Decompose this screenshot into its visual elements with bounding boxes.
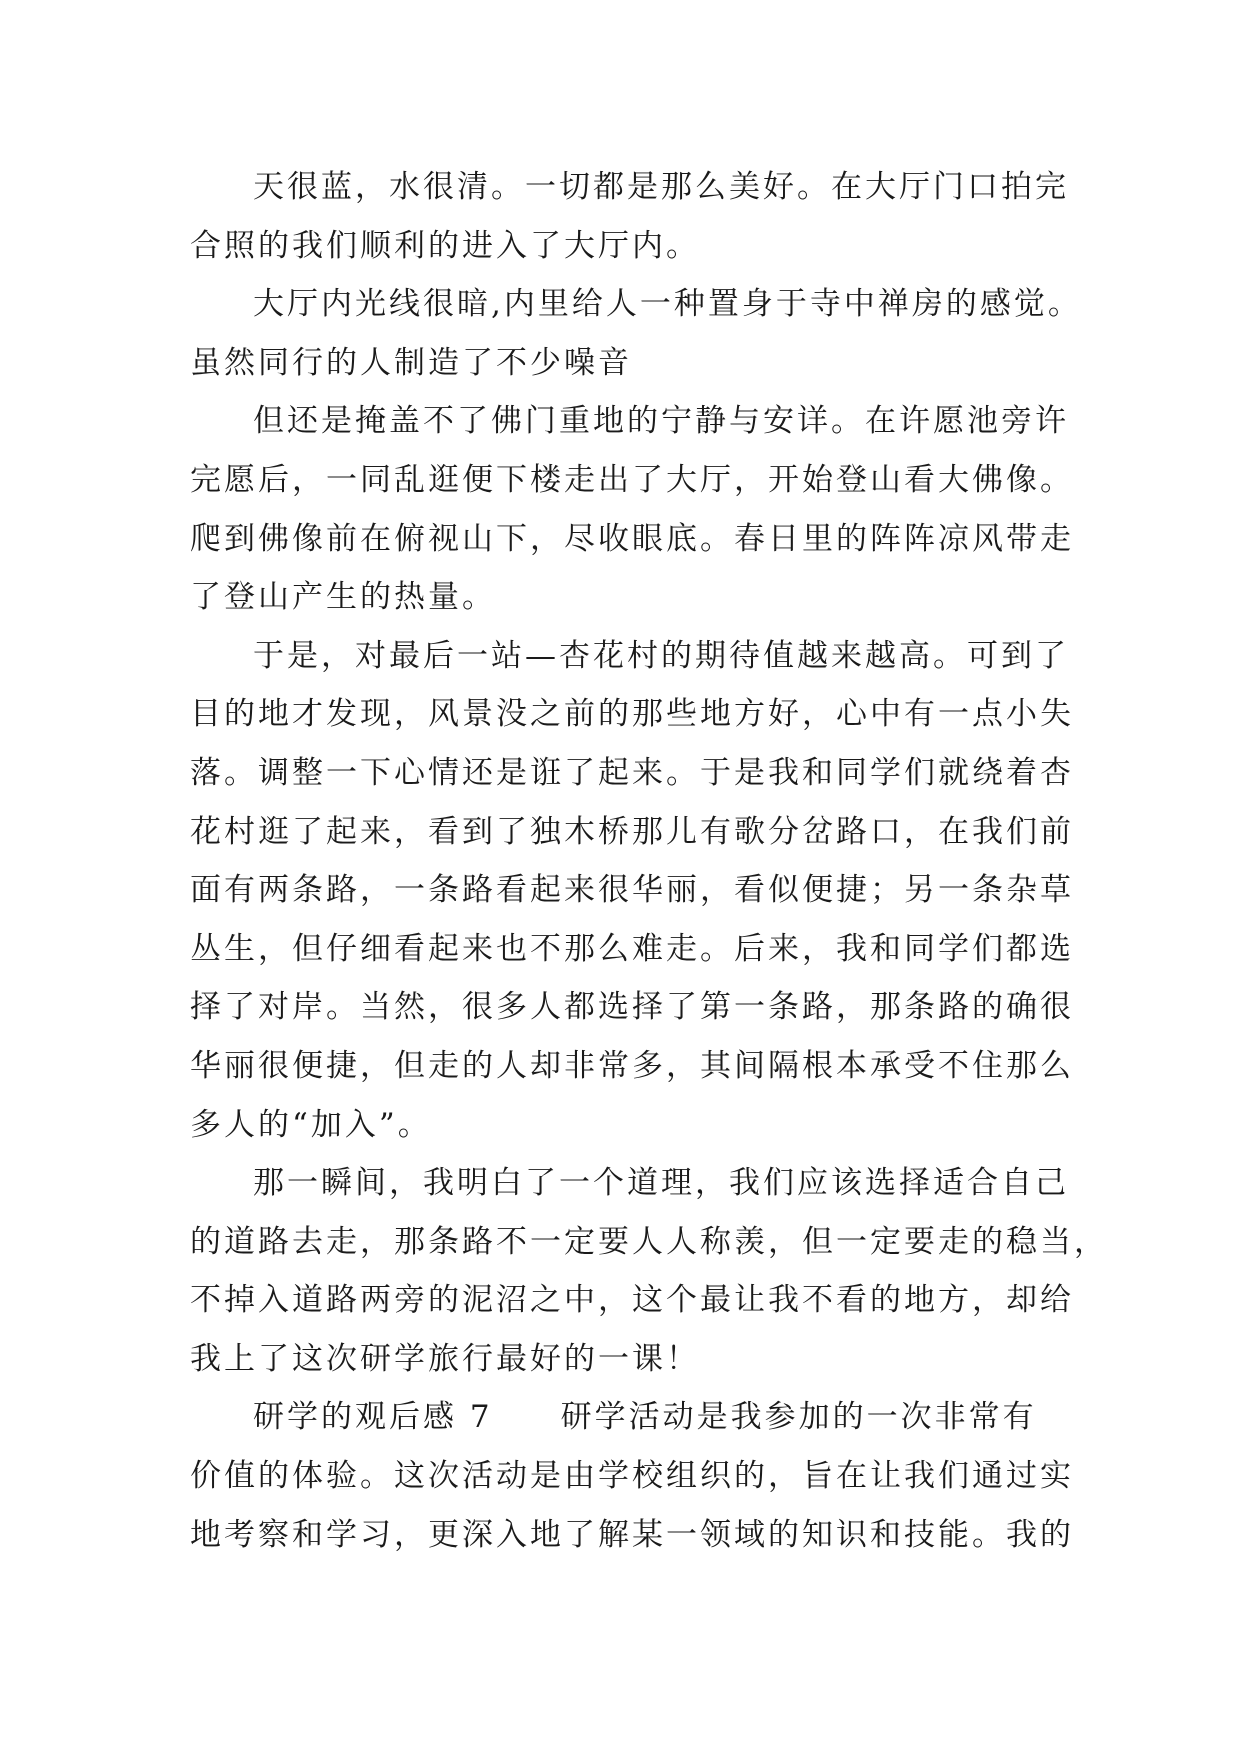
- text-line: 了登山产生的热量。: [190, 579, 496, 616]
- text-line: 多人的“加入”。: [190, 1106, 432, 1143]
- text-line: 地考察和学习，更深入地了解某一领域的知识和技能。我的: [190, 1516, 1074, 1553]
- text-line: 不掉入道路两旁的泥沼之中，这个最让我不看的地方，却给: [190, 1282, 1074, 1319]
- text-line: 价值的体验。这次活动是由学校组织的，旨在让我们通过实: [190, 1458, 1074, 1495]
- text-line: 那一瞬间，我明白了一个道理，我们应该选择适合自己: [253, 1165, 1069, 1202]
- text-line: 研学的观后感 7 研学活动是我参加的一次非常有: [253, 1399, 1037, 1436]
- text-line: 天很蓝，水很清。一切都是那么美好。在大厅门口拍完: [253, 169, 1069, 205]
- text-line: 大厅内光线很暗,内里给人一种置身于寺中禅房的感觉。: [253, 286, 1082, 323]
- text-line: 丛生，但仔细看起来也不那么难走。后来，我和同学们都选: [190, 930, 1074, 967]
- text-line: 爬到佛像前在俯视山下，尽收眼底。春日里的阵阵凉风带走: [190, 520, 1074, 557]
- text-line: 完愿后，一同乱逛便下楼走出了大厅，开始登山看大佛像。: [190, 461, 1074, 498]
- body-text: [190, 158, 1108, 1564]
- text-line: 目的地才发现，风景没之前的那些地方好，心中有一点小失: [190, 696, 1074, 733]
- text-line: 花村逛了起来，看到了独木桥那儿有歌分岔路口，在我们前: [190, 813, 1074, 850]
- text-line: 但还是掩盖不了佛门重地的宁静与安详。在许愿池旁许: [253, 403, 1069, 440]
- text-line: 华丽很便捷，但走的人却非常多，其间隔根本承受不住那么: [190, 1047, 1074, 1084]
- text-line: 合照的我们顺利的进入了大厅内。: [190, 227, 700, 264]
- text-line: 面有两条路，一条路看起来很华丽，看似便捷；另一条杂草: [190, 872, 1074, 909]
- text-line: 择了对岸。当然，很多人都选择了第一条路，那条路的确很: [190, 989, 1074, 1026]
- text-line: 我上了这次研学旅行最好的一课！: [190, 1340, 700, 1377]
- text-line: 虽然同行的人制造了不少噪音: [190, 344, 632, 381]
- text-line: 落。调整一下心情还是诳了起来。于是我和同学们就绕着杏: [190, 754, 1074, 791]
- text-line: 的道路去走，那条路不一定要人人称羡，但一定要走的稳当，: [190, 1223, 1108, 1260]
- text-line: 于是，对最后一站—杏花村的期待值越来越高。可到了: [253, 637, 1069, 674]
